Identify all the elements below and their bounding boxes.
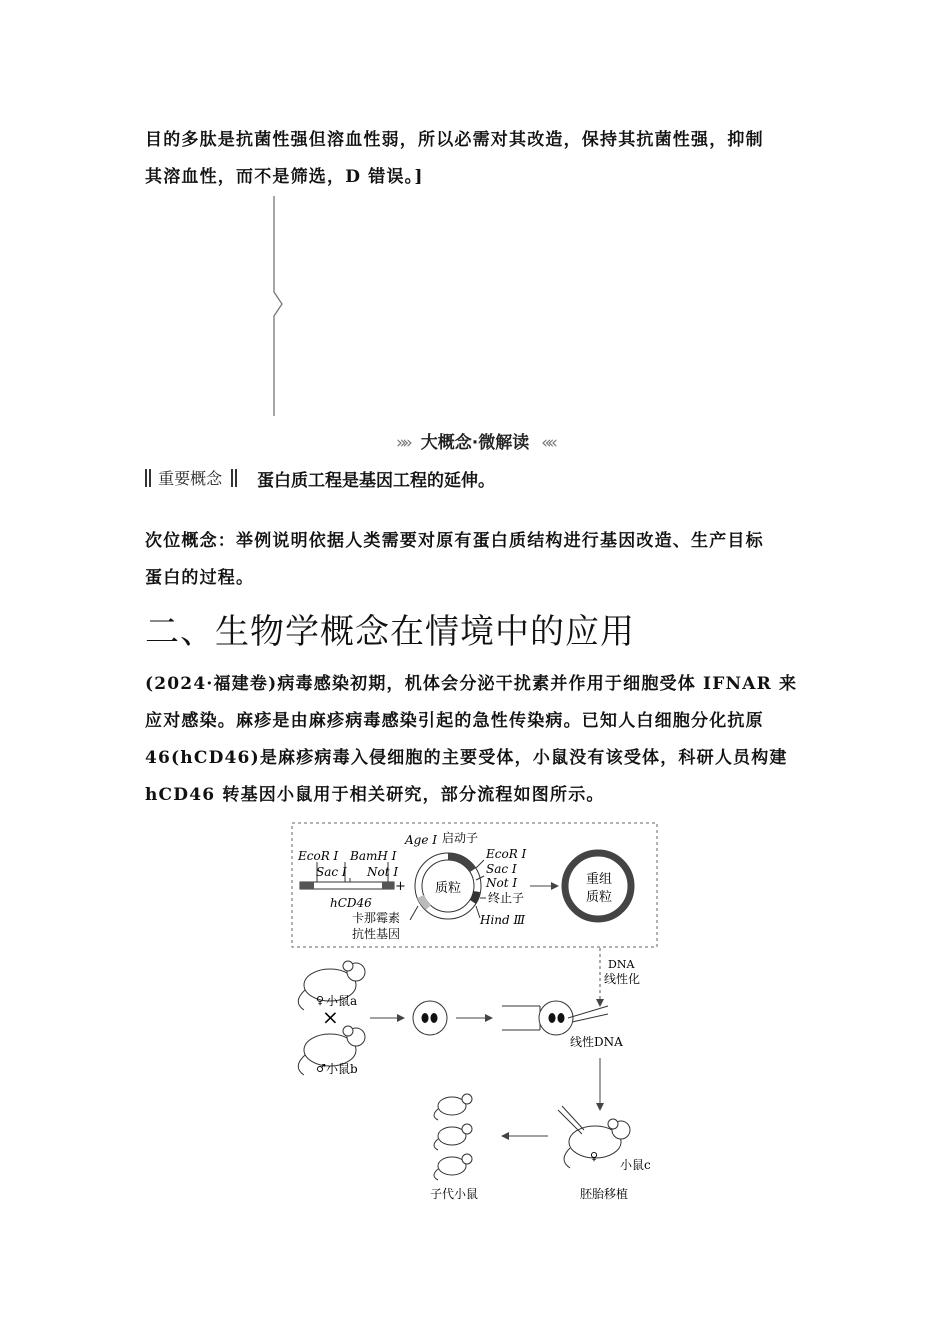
kan-label-1: 卡那霉素 [352, 911, 401, 925]
top-paragraph-line2: 其溶血性，而不是筛选，D 错误。] [145, 167, 424, 187]
top-paragraph [145, 122, 810, 196]
microinjection [502, 1001, 623, 1049]
mouse-b-label: 小鼠b [326, 1062, 358, 1076]
question-paragraph [145, 666, 810, 814]
secondary-concept-line2: 蛋白的过程。 [145, 568, 255, 588]
recombinant-line1: 重组 [586, 872, 613, 887]
bam-label: BamH Ⅰ [350, 849, 397, 863]
promoter-label: 启动子 [442, 831, 479, 845]
ecor-label: EcoR Ⅰ [298, 849, 339, 863]
plus-sign: + [395, 879, 406, 894]
experiment-flow-figure [290, 820, 670, 1215]
question-line4: hCD46 转基因小鼠用于相关研究，部分流程如图所示。 [145, 785, 605, 805]
sac-label: Sac Ⅰ [316, 865, 347, 879]
age-label: Age Ⅰ [405, 833, 438, 847]
question-line1: (2024·福建卷)病毒感染初期，机体会分泌干扰素并作用于细胞受体 IFNAR 来 [145, 674, 798, 694]
banner-left-arrows: »» [396, 433, 409, 453]
decorative-brace [266, 196, 296, 416]
mouse-a [298, 961, 365, 1010]
mouse-c-label: 小鼠c [620, 1158, 651, 1172]
section-heading: 二、生物学概念在情境中的应用 [145, 612, 635, 652]
fertilized-egg [413, 1001, 447, 1035]
dna-step-line2: 线性化 [604, 972, 641, 986]
terminator-label: 终止子 [488, 891, 525, 905]
plasmid-center-label: 质粒 [435, 881, 462, 896]
embryo-transfer-label: 胚胎移植 [580, 1187, 629, 1201]
female-sign-c: ♀ [590, 1150, 599, 1163]
dna-step-line1: DNA [608, 958, 635, 971]
question-line2: 应对感染。麻疹是由麻疹病毒感染引起的急性传染病。已知人白细胞分化抗原 [145, 711, 764, 731]
offspring-mice [430, 1094, 478, 1201]
mouse-b [298, 1026, 365, 1076]
important-concept-tag [145, 466, 239, 489]
hind-label: Hind Ⅲ [480, 913, 526, 927]
mouse-c [558, 1106, 651, 1201]
mouse-a-label: 小鼠a [326, 994, 358, 1008]
not2-label: Not Ⅰ [486, 876, 518, 890]
secondary-concept [145, 523, 810, 597]
hcd46-gene-fragment [297, 849, 406, 910]
offspring-label: 子代小鼠 [430, 1187, 479, 1201]
ecor2-label: EcoR Ⅰ [486, 847, 527, 861]
important-concept-tag-label: 重要概念 [158, 469, 223, 488]
recombinant-line2: 质粒 [586, 890, 613, 905]
sac2-label: Sac Ⅰ [486, 862, 517, 876]
secondary-concept-line1: 次位概念：举例说明依据人类需要对原有蛋白质结构进行基因改造、生产目标 [145, 531, 764, 551]
linear-dna-label: 线性DNA [570, 1035, 623, 1049]
banner-right-arrows: «« [541, 433, 554, 453]
not-label: Not Ⅰ [367, 865, 399, 879]
female-sign-a: ♀ [316, 994, 325, 1007]
banner-title: 大概念·微解读 [420, 433, 530, 453]
male-sign-b: ♂ [316, 1062, 326, 1075]
hcd46-label: hCD46 [330, 896, 372, 910]
top-paragraph-line1: 目的多肽是抗菌性强但溶血性弱，所以必需对其改造，保持其抗菌性强，抑制 [145, 130, 764, 150]
cross-sign: × [322, 1005, 339, 1029]
kan-label-2: 抗性基因 [352, 927, 401, 941]
section-banner [380, 428, 570, 456]
important-concept-text: 蛋白质工程是基因工程的延伸。 [257, 471, 495, 491]
recombinant-plasmid [565, 853, 631, 919]
question-line3: 46(hCD46)是麻疹病毒入侵细胞的主要受体，小鼠没有该受体，科研人员构建 [145, 748, 788, 768]
